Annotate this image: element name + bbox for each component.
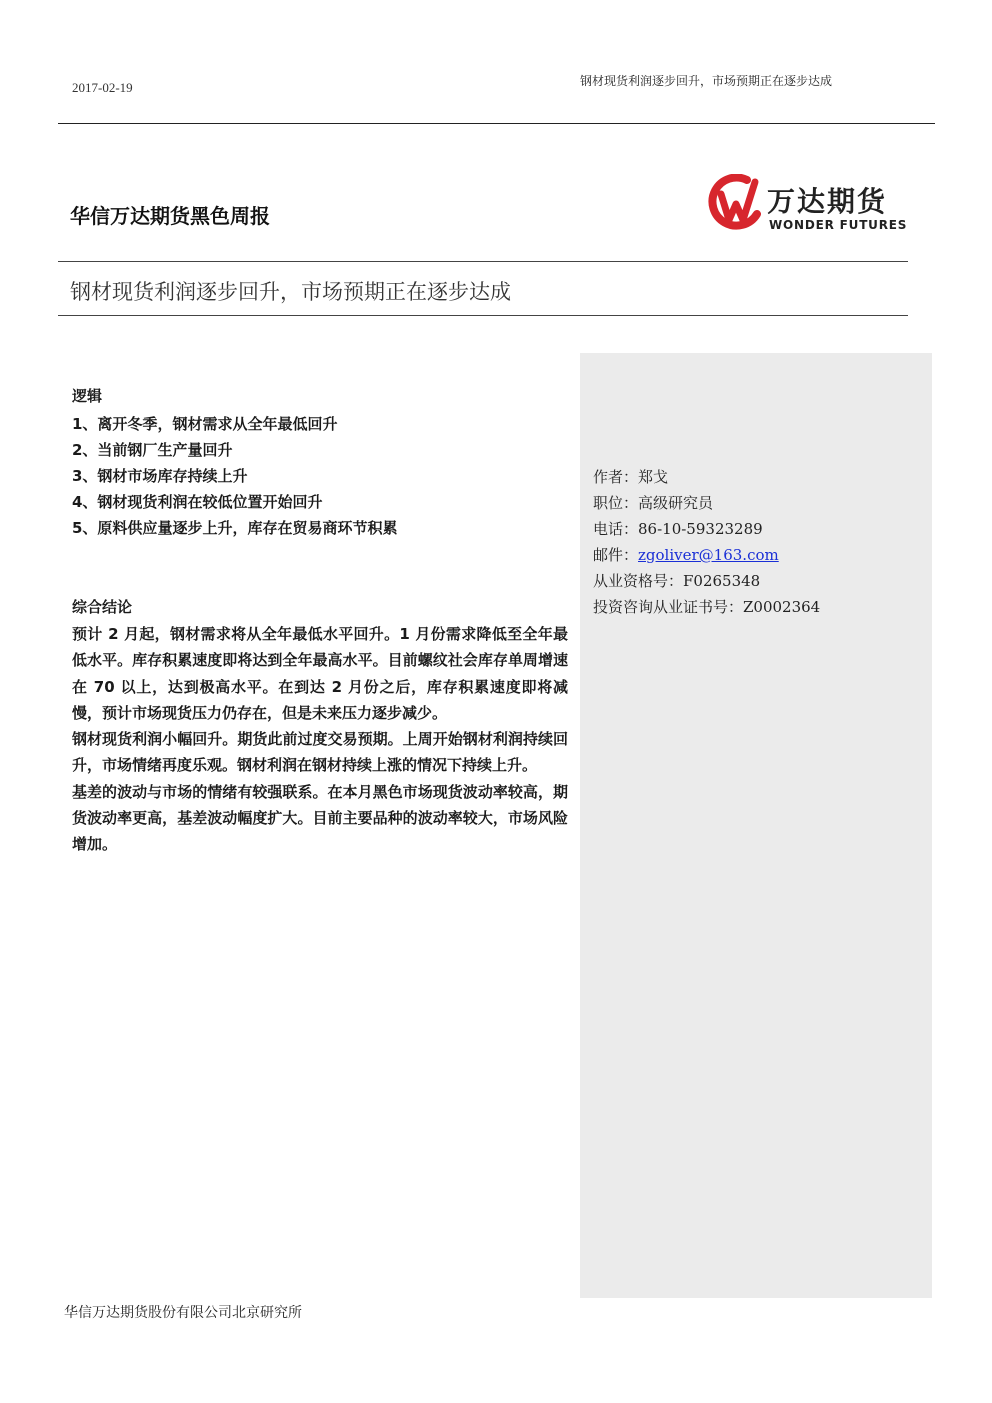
conclusion-heading: 综合结论 (72, 598, 133, 616)
company-logo (707, 174, 912, 236)
conclusion-body (72, 621, 568, 858)
logic-item: 2、当前钢厂生产量回升 (72, 441, 233, 459)
title-divider-bottom (58, 315, 908, 316)
running-title: 钢材现货利润逐步回升，市场预期正在逐步达成 (580, 74, 833, 88)
author-email-line (593, 544, 779, 565)
footer-org: 华信万达期货股份有限公司北京研究所 (64, 1305, 302, 1321)
author-email-link[interactable]: zgoliver@163.com (638, 546, 779, 564)
author-name: 作者：郑戈 (593, 468, 669, 486)
report-name: 华信万达期货黑色周报 (70, 204, 270, 228)
title-divider-top (58, 261, 908, 262)
author-advisory-license: 投资咨询从业证书号：Z0002364 (593, 598, 821, 616)
logic-item: 5、原料供应量逐步上升，库存在贸易商环节积累 (72, 519, 398, 537)
logic-item: 4、钢材现货利润在较低位置开始回升 (72, 493, 323, 511)
conclusion-paragraph: 基差的波动与市场的情绪有较强联系。在本月黑色市场现货波动率较高，期货波动率更高，基差波动幅度扩大。目前主要品种的波动率较大，市场风险增加。 (72, 782, 568, 854)
wonder-logo-icon (707, 174, 763, 236)
email-prefix: 邮件： (593, 546, 639, 564)
conclusion-paragraph: 钢材现货利润小幅回升。期货此前过度交易预期。上周开始钢材利润持续回升，市场情绪再度乐观。钢材利润在钢材持续上涨的情况下持续上升。 (72, 730, 568, 775)
author-title: 职位：高级研究员 (593, 494, 714, 512)
logo-english-name: WONDER FUTURES (769, 218, 908, 232)
report-subtitle: 钢材现货利润逐步回升，市场预期正在逐步达成 (70, 280, 511, 304)
header-divider (58, 123, 935, 124)
report-date: 2017-02-19 (72, 80, 133, 95)
logic-heading: 逻辑 (72, 387, 103, 405)
author-phone: 电话：86-10-59323289 (593, 520, 763, 538)
author-license: 从业资格号：F0265348 (593, 572, 761, 590)
conclusion-paragraph: 预计 2 月起，钢材需求将从全年最低水平回升。1 月份需求降低至全年最低水平。库存积累速度即将达到全年最高水平。目前螺纹社会库存单周增速在 70 以上，达到极高水平。在到达 2 月份之后，库存积累速度即将减慢，预计市场现货压力仍存在，但是未来压力逐步减少。 (72, 625, 568, 722)
logic-item: 1、离开冬季，钢材需求从全年最低回升 (72, 415, 338, 433)
logic-item: 3、钢材市场库存持续上升 (72, 467, 248, 485)
logo-chinese-name: 万达期货 (767, 185, 888, 218)
